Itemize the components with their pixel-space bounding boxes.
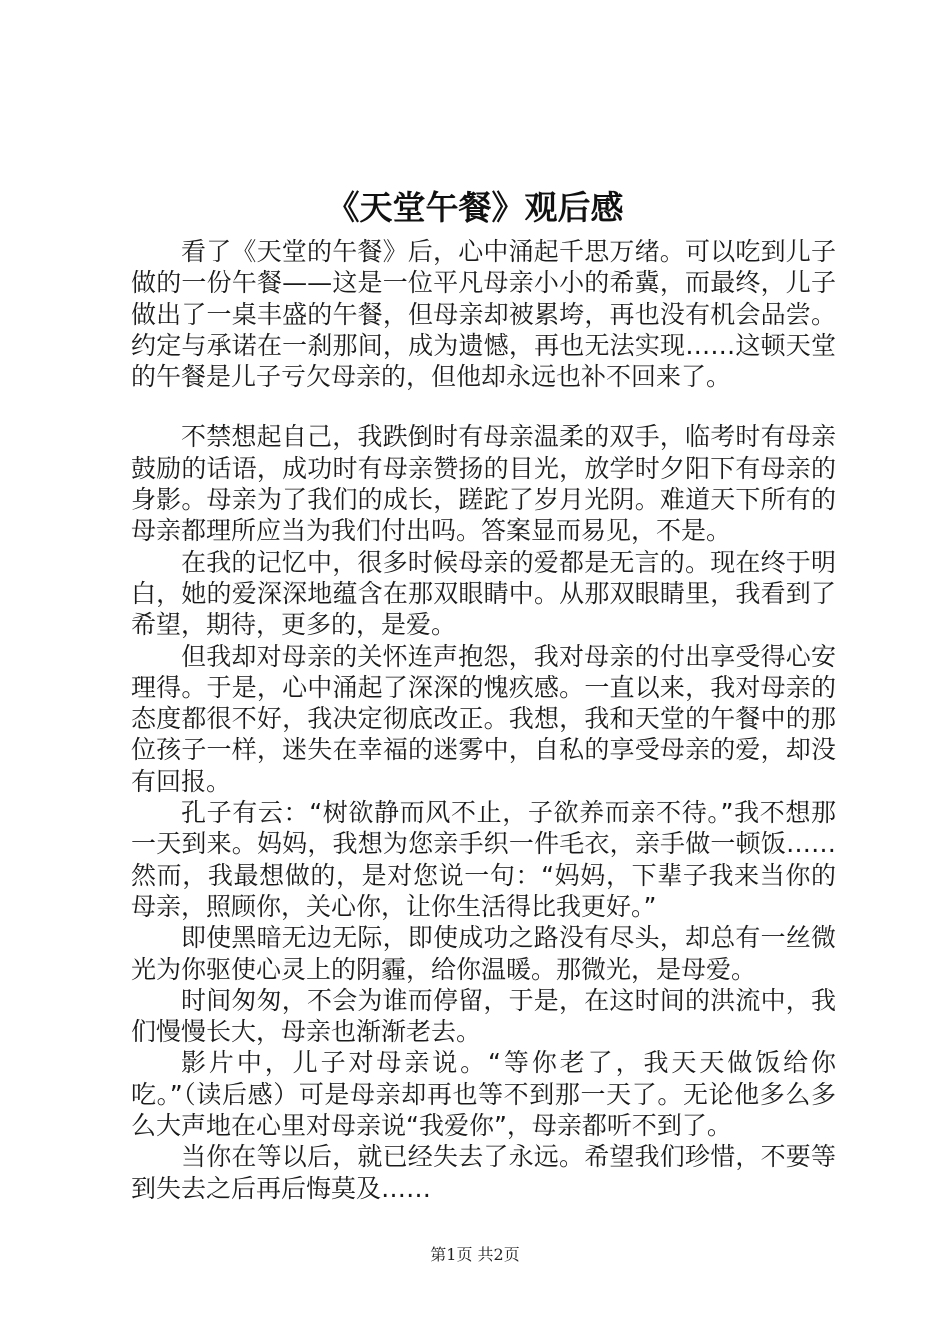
article-body bbox=[131, 236, 836, 1204]
paragraph-1: 看了《天堂的午餐》后，心中涌起千思万绪。可以吃到儿子做的一份午餐——这是一位平凡母亲小小的希冀，而最终，儿子做出了一桌丰盛的午餐，但母亲却被累垮，再也没有机会品尝。约定与承诺在一刹那间，成为遗憾，再也无法实现……这顿天堂的午餐是儿子亏欠母亲的，但他却永远也补不回来了。 bbox=[131, 237, 836, 392]
paragraph-2: 不禁想起自己，我跌倒时有母亲温柔的双手，临考时有母亲鼓励的话语，成功时有母亲赞扬的目光，放学时夕阳下有母亲的身影。母亲为了我们的成长，蹉跎了岁月光阴。难道天下所有的母亲都理所应当为我们付出吗。答案显而易见，不是。 bbox=[131, 422, 836, 546]
paragraph-9: 当你在等以后，就已经失去了永远。希望我们珍惜，不要等到失去之后再后悔莫及…… bbox=[131, 1142, 836, 1203]
page-footer: 第1页 共2页 bbox=[430, 1245, 520, 1264]
paragraph-3: 在我的记忆中，很多时候母亲的爱都是无言的。现在终于明白，她的爱深深地蕴含在那双眼睛中。从那双眼睛里，我看到了希望，期待，更多的，是爱。 bbox=[131, 547, 836, 640]
paragraph-5: 孔子有云：“树欲静而风不止，子欲养而亲不待。”我不想那一天到来。妈妈，我想为您亲手织一件毛衣，亲手做一顿饭……然而，我最想做的，是对您说一句：“妈妈，下辈子我来当你的母亲，照顾你，关心你，让你生活得比我更好。” bbox=[131, 798, 836, 921]
paragraph-6: 即使黑暗无边无际，即使成功之路没有尽头，却总有一丝微光为你驱使心灵上的阴霾，给你温暖。那微光，是母爱。 bbox=[131, 923, 836, 984]
paragraph-8: 影片中，儿子对母亲说。“等你老了，我天天做饭给你吃。”（读后感）可是母亲却再也等不到那一天了。无论他多么多么大声地在心里对母亲说“我爱你”，母亲都听不到了。 bbox=[131, 1048, 836, 1141]
paragraph-4: 但我却对母亲的关怀连声抱怨，我对母亲的付出享受得心安理得。于是，心中涌起了深深的愧疚感。一直以来，我对母亲的态度都很不好，我决定彻底改正。我想，我和天堂的午餐中的那位孩子一样，迷失在幸福的迷雾中，自私的享受母亲的爱，却没有回报。 bbox=[131, 641, 836, 796]
page-title: 《天堂午餐》观后感 bbox=[326, 188, 624, 227]
paragraph-7: 时间匆匆，不会为谁而停留，于是，在这时间的洪流中，我们慢慢长大，母亲也渐渐老去。 bbox=[131, 985, 836, 1047]
